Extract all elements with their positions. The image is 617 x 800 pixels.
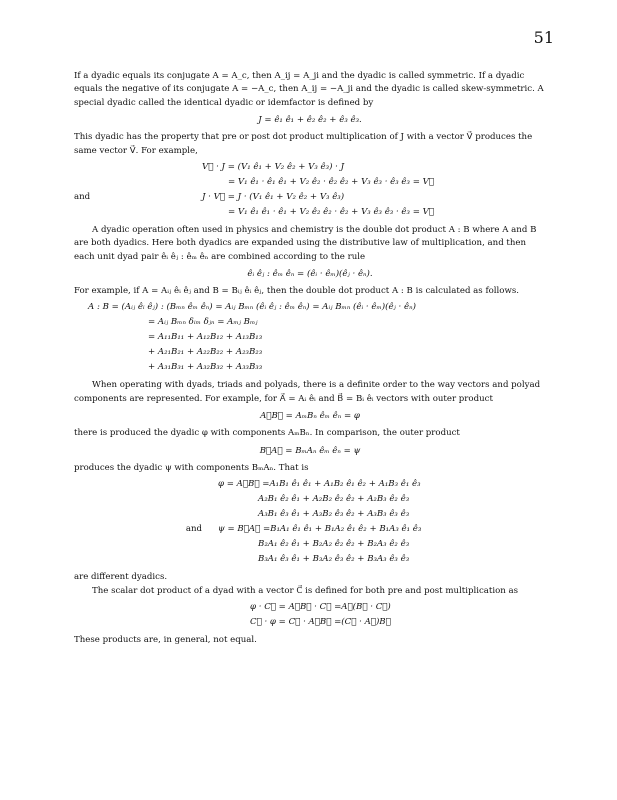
- page-number: 51: [533, 28, 554, 47]
- equation-line: ψ = B⃗A⃗ =B₁A₁ ê₁ ê₁ + B₁A₂ ê₁ ê₂ + B₁A₃ ê₁ ê₃: [218, 524, 422, 535]
- paragraph-double-dot: A dyadic operation often used in physics and chemistry is the double dot product A : B where A and B are both dyadics. Here both dyadics are expanded using the distributive law of multiplication, and then each unit dyad pair êᵢ êⱼ : êₘ êₙ are combined according to the rule: [74, 224, 537, 262]
- paragraph-different: are different dyadics.: [74, 572, 168, 583]
- equation-outer-ab: A⃗B⃗ = AₘBₙ êₘ êₙ = φ: [260, 411, 360, 422]
- example-double-dot: [74, 301, 546, 376]
- equation-line: A : B = (Aᵢⱼ êᵢ êⱼ) : (Bₘₙ êₘ êₙ) = Aᵢⱼ Bₘₙ (êᵢ êⱼ : êₘ êₙ) = Aᵢⱼ Bₘₙ (êᵢ · êₘ)(êⱼ · êₙ): [88, 302, 416, 313]
- paragraph-scalar-dot: The scalar dot product of a dyad with a vector C⃗ is defined for both pre and post multiplication as: [92, 585, 519, 596]
- example-dot-product: [74, 161, 546, 221]
- equation-line: φ · C⃗ = A⃗B⃗ · C⃗ =A⃗(B⃗ · C⃗): [250, 601, 391, 612]
- equation-line: = A₁₁B₁₁ + A₁₂B₁₂ + A₁₃B₁₃: [148, 332, 263, 343]
- equation-line: A₂B₁ ê₂ ê₁ + A₂B₂ ê₂ ê₂ + A₂B₃ ê₂ ê₃: [258, 494, 410, 505]
- equation-line: C⃗ · φ = C⃗ · A⃗B⃗ =(C⃗ · A⃗)B⃗: [250, 616, 391, 627]
- paragraph-phi: there is produced the dyadic φ with components AₘBₙ. In comparison, the outer product: [74, 428, 460, 439]
- paragraph-polyads: When operating with dyads, triads and polyads, there is a definite order to the way vectors and polyad components are represented. For example, for A⃗ = Aᵢ êᵢ and B⃗ = Bᵢ êᵢ vectors with outer product: [74, 380, 541, 404]
- equation-line: B₂A₁ ê₂ ê₁ + B₂A₂ ê₂ ê₂ + B₂A₃ ê₂ ê₃: [258, 539, 410, 550]
- equation-line: φ = A⃗B⃗ =A₁B₁ ê₁ ê₁ + A₁B₂ ê₁ ê₂ + A₁B₃ ê₁ ê₃: [218, 479, 421, 490]
- equation-line: B₃A₁ ê₃ ê₁ + B₃A₂ ê₃ ê₂ + B₃A₃ ê₃ ê₃: [258, 554, 410, 565]
- equation-line: + A₃₁B₃₁ + A₃₂B₃₂ + A₃₃B₃₃: [148, 362, 263, 373]
- page-body: [74, 70, 546, 647]
- paragraph-psi: produces the dyadic ψ with components BₘAₙ. That is: [74, 463, 309, 473]
- example-scalar-dot: [74, 601, 546, 631]
- equation-line: = Aᵢⱼ Bₘₙ δᵢₘ δⱼₙ = Aₘⱼ Bₘⱼ: [148, 317, 258, 328]
- equation-line: + A₂₁B₂₁ + A₂₂B₂₂ + A₂₃B₂₃: [148, 347, 263, 358]
- equation-rule: êᵢ êⱼ : êₘ êₙ = (êᵢ · êₘ)(êⱼ · êₙ).: [247, 268, 373, 279]
- paragraph-not-equal: These products are, in general, not equal.: [74, 634, 257, 645]
- equation-line: A₃B₁ ê₃ ê₁ + A₃B₂ ê₃ ê₂ + A₃B₃ ê₃ ê₃: [258, 509, 410, 520]
- equation-line: = V₁ ê₁ · ê₁ ê₁ + V₂ ê₂ · ê₂ ê₂ + V₃ ê₃ · ê₃ ê₃ = V⃗: [228, 176, 434, 187]
- paragraph-symmetric: If a dyadic equals its conjugate A = A_c, then A_ij = A_ji and the dyadic is called symmetric. If a dyadic equals the negative of its conjugate A = −A_c, then A_ij = −A_ji and the dyadic is called skew-symmetric. A special dyadic called the identical dyadic or idemfactor is defined by: [74, 71, 544, 108]
- equation-line: V⃗ · J = (V₁ ê₁ + V₂ ê₂ + V₃ ê₃) · J: [202, 161, 345, 172]
- equation-idemfactor: J = ê₁ ê₁ + ê₂ ê₂ + ê₃ ê₃.: [258, 114, 362, 125]
- equation-line: = V₁ ê₁ ê₁ · ê₁ + V₂ ê₂ ê₂ · ê₂ + V₃ ê₃ ê₃ · ê₃ = V⃗: [228, 206, 434, 217]
- and-label: and: [185, 524, 202, 535]
- paragraph-property: This dyadic has the property that pre or post dot product multiplication of J with a vector V⃗ produces the same vector V⃗. For example,: [74, 132, 533, 156]
- and-label: and: [74, 191, 91, 202]
- paragraph-example: For example, if A = Aᵢⱼ êᵢ êⱼ and B = Bᵢⱼ êᵢ êⱼ, then the double dot product A : B is calculated as follows.: [74, 286, 519, 297]
- equation-line: J · V⃗ = J · (V₁ ê₁ + V₂ ê₂ + V₃ ê₃): [202, 191, 345, 202]
- equation-outer-ba: B⃗A⃗ = BₘAₙ êₘ êₙ = ψ: [259, 445, 361, 456]
- example-outer-products: [74, 478, 546, 568]
